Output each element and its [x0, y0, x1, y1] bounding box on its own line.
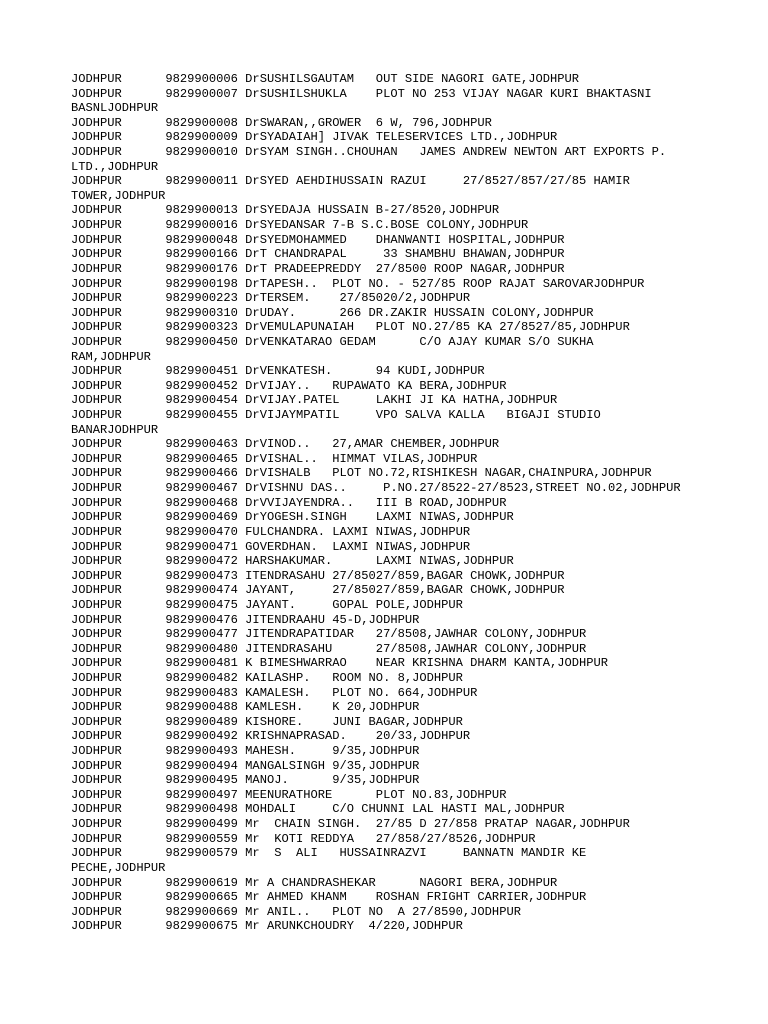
- listing-line: JODHPUR 9829900467 DrVISHNU DAS.. P.NO.27/8522-27/8523,STREET NO.02,JODHPUR: [71, 481, 681, 496]
- listing-line: JODHPUR 9829900665 Mr AHMED KHANM ROSHAN FRIGHT CARRIER,JODHPUR: [71, 890, 587, 905]
- listing-line: JODHPUR 9829900483 KAMALESH. PLOT NO. 664,JODHPUR: [71, 685, 478, 700]
- listing-line: JODHPUR 9829900008 DrSWARAN,,GROWER 6 W, 796,JODHPUR: [71, 115, 492, 130]
- listing-line: JODHPUR 9829900675 Mr ARUNKCHOUDRY 4/220,JODHPUR: [71, 919, 463, 934]
- listing-line: JODHPUR 9829900466 DrVISHALB PLOT NO.72,RISHIKESH NAGAR,CHAINPURA,JODHPUR: [71, 466, 652, 481]
- listing-line: JODHPUR 9829900454 DrVIJAY.PATEL LAKHI JI KA HATHA,JODHPUR: [71, 393, 558, 408]
- listing-line: JODHPUR 9829900498 MOHDALI C/O CHUNNI LAL HASTI MAL,JODHPUR: [71, 802, 565, 817]
- listing-line: JODHPUR 9829900463 DrVINOD.. 27,AMAR CHEMBER,JODHPUR: [71, 437, 500, 452]
- listing-line: JODHPUR 9829900492 KRISHNAPRASAD. 20/33,JODHPUR: [71, 729, 471, 744]
- listing-line: JODHPUR 9829900010 DrSYAM SINGH..CHOUHAN JAMES ANDREW NEWTON ART EXPORTS P.: [71, 145, 667, 160]
- listing-line: PECHE,JODHPUR: [71, 860, 166, 875]
- listing-line: BASNLJODHPUR: [71, 101, 159, 116]
- listing-line: JODHPUR 9829900473 ITENDRASAHU 27/85027/859,BAGAR CHOWK,JODHPUR: [71, 568, 565, 583]
- listing-line: JODHPUR 9829900009 DrSYADAIAH] JIVAK TELESERVICES LTD.,JODHPUR: [71, 130, 558, 145]
- listing-line: JODHPUR 9829900559 Mr KOTI REDDYA 27/858/27/8526,JODHPUR: [71, 831, 536, 846]
- listing-line: JODHPUR 9829900475 JAYANT. GOPAL POLE,JODHPUR: [71, 597, 463, 612]
- listing-line: LTD.,JODHPUR: [71, 159, 159, 174]
- listing-line: JODHPUR 9829900494 MANGALSINGH 9/35,JODHPUR: [71, 758, 420, 773]
- listing-line: JODHPUR 9829900471 GOVERDHAN. LAXMI NIWAS,JODHPUR: [71, 539, 471, 554]
- listing-line: JODHPUR 9829900450 DrVENKATARAO GEDAM C/O AJAY KUMAR S/O SUKHA: [71, 334, 594, 349]
- listing-line: JODHPUR 9829900198 DrTAPESH.. PLOT NO. - 527/85 ROOP RAJAT SAROVARJODHPUR: [71, 276, 645, 291]
- listing-line: JODHPUR 9829900469 DrYOGESH.SINGH LAXMI NIWAS,JODHPUR: [71, 510, 514, 525]
- listing-line: JODHPUR 9829900488 KAMLESH. K 20,JODHPUR: [71, 700, 420, 715]
- listing-line: JODHPUR 9829900476 JITENDRAAHU 45-D,JODHPUR: [71, 612, 420, 627]
- listing-line: JODHPUR 9829900451 DrVENKATESH. 94 KUDI,JODHPUR: [71, 364, 485, 379]
- listing-line: JODHPUR 9829900480 JITENDRASAHU 27/8508,JAWHAR COLONY,JODHPUR: [71, 641, 587, 656]
- listing-line: JODHPUR 9829900007 DrSUSHILSHUKLA PLOT NO 253 VIJAY NAGAR KURI BHAKTASNI: [71, 86, 652, 101]
- listing-line: JODHPUR 9829900579 Mr S ALI HUSSAINRAZVI BANNATN MANDIR KE: [71, 846, 587, 861]
- listing-line: RAM,JODHPUR: [71, 349, 151, 364]
- listing-line: JODHPUR 9829900013 DrSYEDAJA HUSSAIN B-27/8520,JODHPUR: [71, 203, 500, 218]
- directory-listing: [71, 72, 721, 934]
- listing-line: JODHPUR 9829900481 K BIMESHWARRAO NEAR KRISHNA DHARM KANTA,JODHPUR: [71, 656, 609, 671]
- listing-line: JODHPUR 9829900497 MEENURATHORE PLOT NO.83,JODHPUR: [71, 787, 507, 802]
- listing-line: JODHPUR 9829900223 DrTERSEM. 27/85020/2,JODHPUR: [71, 291, 471, 306]
- listing-line: TOWER,JODHPUR: [71, 188, 166, 203]
- listing-line: JODHPUR 9829900465 DrVISHAL.. HIMMAT VILAS,JODHPUR: [71, 451, 478, 466]
- listing-line: JODHPUR 9829900310 DrUDAY. 266 DR.ZAKIR HUSSAIN COLONY,JODHPUR: [71, 305, 594, 320]
- listing-line: JODHPUR 9829900472 HARSHAKUMAR. LAXMI NIWAS,JODHPUR: [71, 554, 514, 569]
- listing-line: JODHPUR 9829900474 JAYANT, 27/85027/859,BAGAR CHOWK,JODHPUR: [71, 583, 565, 598]
- listing-line: JODHPUR 9829900477 JITENDRAPATIDAR 27/8508,JAWHAR COLONY,JODHPUR: [71, 627, 587, 642]
- listing-line: JODHPUR 9829900470 FULCHANDRA. LAXMI NIWAS,JODHPUR: [71, 524, 471, 539]
- listing-line: JODHPUR 9829900482 KAILASHP. ROOM NO. 8,JODHPUR: [71, 670, 463, 685]
- listing-line: JODHPUR 9829900016 DrSYEDANSAR 7-B S.C.BOSE COLONY,JODHPUR: [71, 218, 529, 233]
- listing-line: JODHPUR 9829900495 MANOJ. 9/35,JODHPUR: [71, 773, 420, 788]
- listing-line: JODHPUR 9829900006 DrSUSHILSGAUTAM OUT SIDE NAGORI GATE,JODHPUR: [71, 72, 580, 86]
- listing-line: JODHPUR 9829900669 Mr ANIL.. PLOT NO A 27/8590,JODHPUR: [71, 904, 521, 919]
- listing-line: JODHPUR 9829900489 KISHORE. JUNI BAGAR,JODHPUR: [71, 714, 463, 729]
- listing-line: BANARJODHPUR: [71, 422, 159, 437]
- listing-line: JODHPUR 9829900452 DrVIJAY.. RUPAWATO KA BERA,JODHPUR: [71, 378, 507, 393]
- listing-line: JODHPUR 9829900619 Mr A CHANDRASHEKAR NAGORI BERA,JODHPUR: [71, 875, 558, 890]
- listing-line: JODHPUR 9829900176 DrT PRADEEPREDDY 27/8500 ROOP NAGAR,JODHPUR: [71, 261, 565, 276]
- listing-line: JODHPUR 9829900468 DrVVIJAYENDRA.. III B ROAD,JODHPUR: [71, 495, 507, 510]
- listing-line: JODHPUR 9829900011 DrSYED AEHDIHUSSAIN RAZUI 27/8527/857/27/85 HAMIR: [71, 174, 630, 189]
- listing-line: JODHPUR 9829900499 Mr CHAIN SINGH. 27/85 D 27/858 PRATAP NAGAR,JODHPUR: [71, 817, 630, 832]
- listing-line: JODHPUR 9829900323 DrVEMULAPUNAIAH PLOT NO.27/85 KA 27/8527/85,JODHPUR: [71, 320, 630, 335]
- listing-line: JODHPUR 9829900048 DrSYEDMOHAMMED DHANWANTI HOSPITAL,JODHPUR: [71, 232, 565, 247]
- listing-line: JODHPUR 9829900166 DrT CHANDRAPAL 33 SHAMBHU BHAWAN,JODHPUR: [71, 247, 565, 262]
- listing-line: JODHPUR 9829900455 DrVIJAYMPATIL VPO SALVA KALLA BIGAJI STUDIO: [71, 408, 601, 423]
- listing-line: JODHPUR 9829900493 MAHESH. 9/35,JODHPUR: [71, 744, 420, 759]
